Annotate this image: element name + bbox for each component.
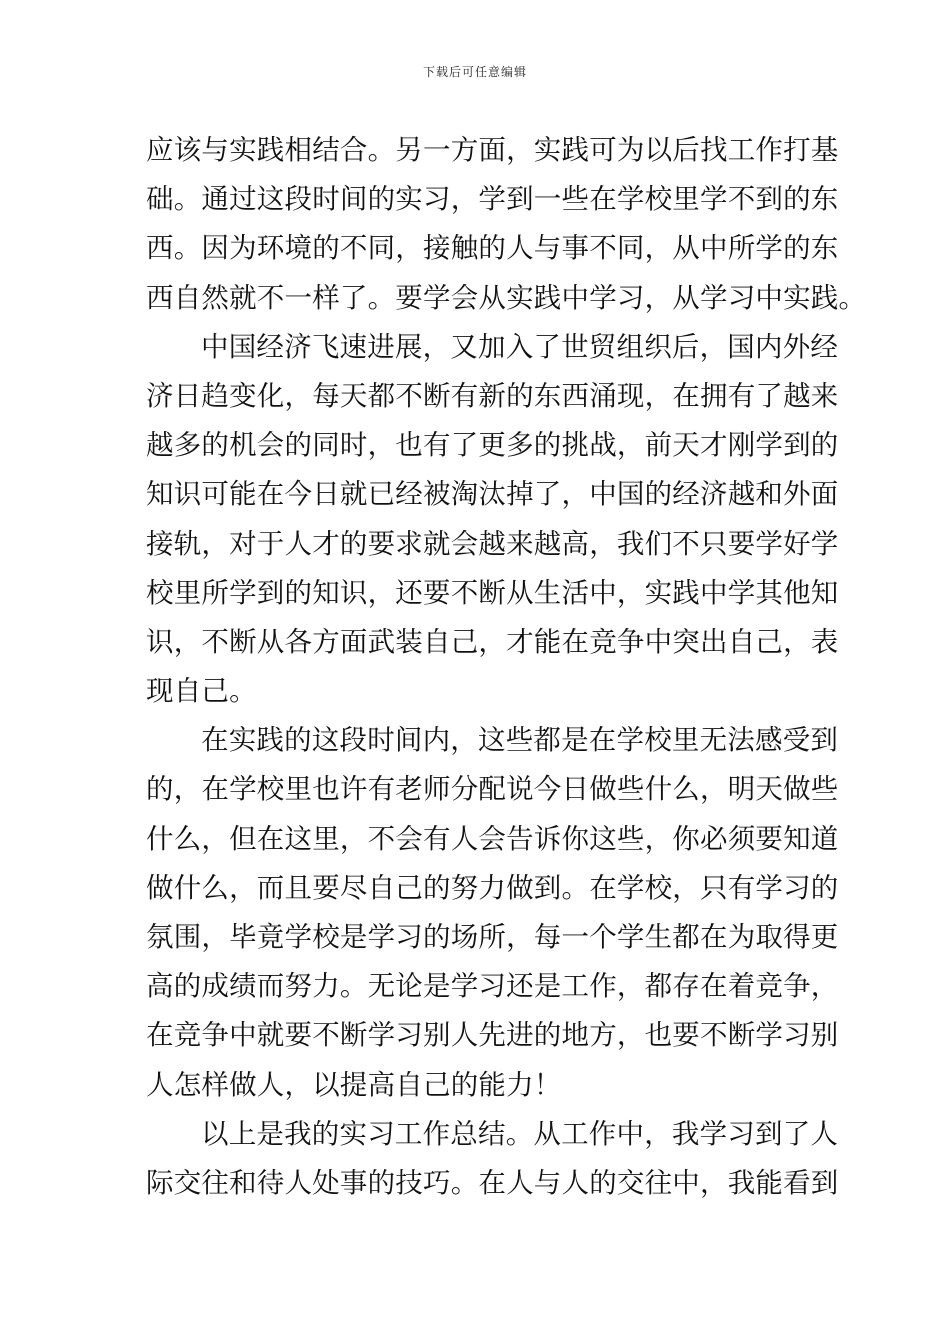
page-header-note: 下载后可任意编辑 [422,65,527,79]
text-line: 西自然就不一样了。要学会从实践中学习，从学习中实践。 [146,281,867,314]
text-line: 知识可能在今日就已经被淘汰掉了，中国的经济越和外面 [146,478,839,511]
paragraph-first-line: 中国经济飞速进展，又加入了世贸组织后，国内外经 [201,330,839,363]
text-line: 氛围，毕竟学校是学习的场所，每一个学生都在为取得更 [146,921,839,953]
paragraph-first-line: 在实践的这段时间内，这些都是在学校里无法感受到 [201,724,839,757]
text-line: 济日趋变化，每天都不断有新的东西涌现，在拥有了越来 [146,379,839,412]
text-line: 人怎样做人，以提高自己的能力！ [146,1068,562,1101]
paragraph-first-line: 以上是我的实习工作总结。从工作中，我学习到了人 [201,1117,839,1150]
text-line: 础。通过这段时间的实习，学到一些在学校里学不到的东 [146,183,839,216]
document-body [146,126,867,1208]
text-line: 西。因为环境的不同，接触的人与事不同，从中所学的东 [146,232,839,265]
text-line: 应该与实践相结合。另一方面，实践可为以后找工作打基 [146,134,839,166]
text-line: 的，在学校里也许有老师分配说今日做些什么，明天做些 [146,773,839,806]
text-line: 校里所学到的知识，还要不断从生活中，实践中学其他知 [146,576,839,609]
text-line: 高的成绩而努力。无论是学习还是工作，都存在着竞争， [146,970,839,1003]
text-line: 现自己。 [146,675,257,708]
text-line: 在竞争中就要不断学习别人先进的地方，也要不断学习别 [146,1019,839,1052]
text-line: 际交往和待人处事的技巧。在人与人的交往中，我能看到 [146,1166,839,1199]
text-line: 接轨，对于人才的要求就会越来越高，我们不只要学好学 [146,527,839,560]
text-line: 做什么，而且要尽自己的努力做到。在学校，只有学习的 [146,871,839,904]
text-line: 什么，但在这里，不会有人会告诉你这些，你必须要知道 [146,822,839,855]
text-line: 识，不断从各方面武装自己，才能在竞争中突出自己，表 [146,625,839,658]
text-line: 越多的机会的同时，也有了更多的挑战，前天才刚学到的 [146,429,839,462]
